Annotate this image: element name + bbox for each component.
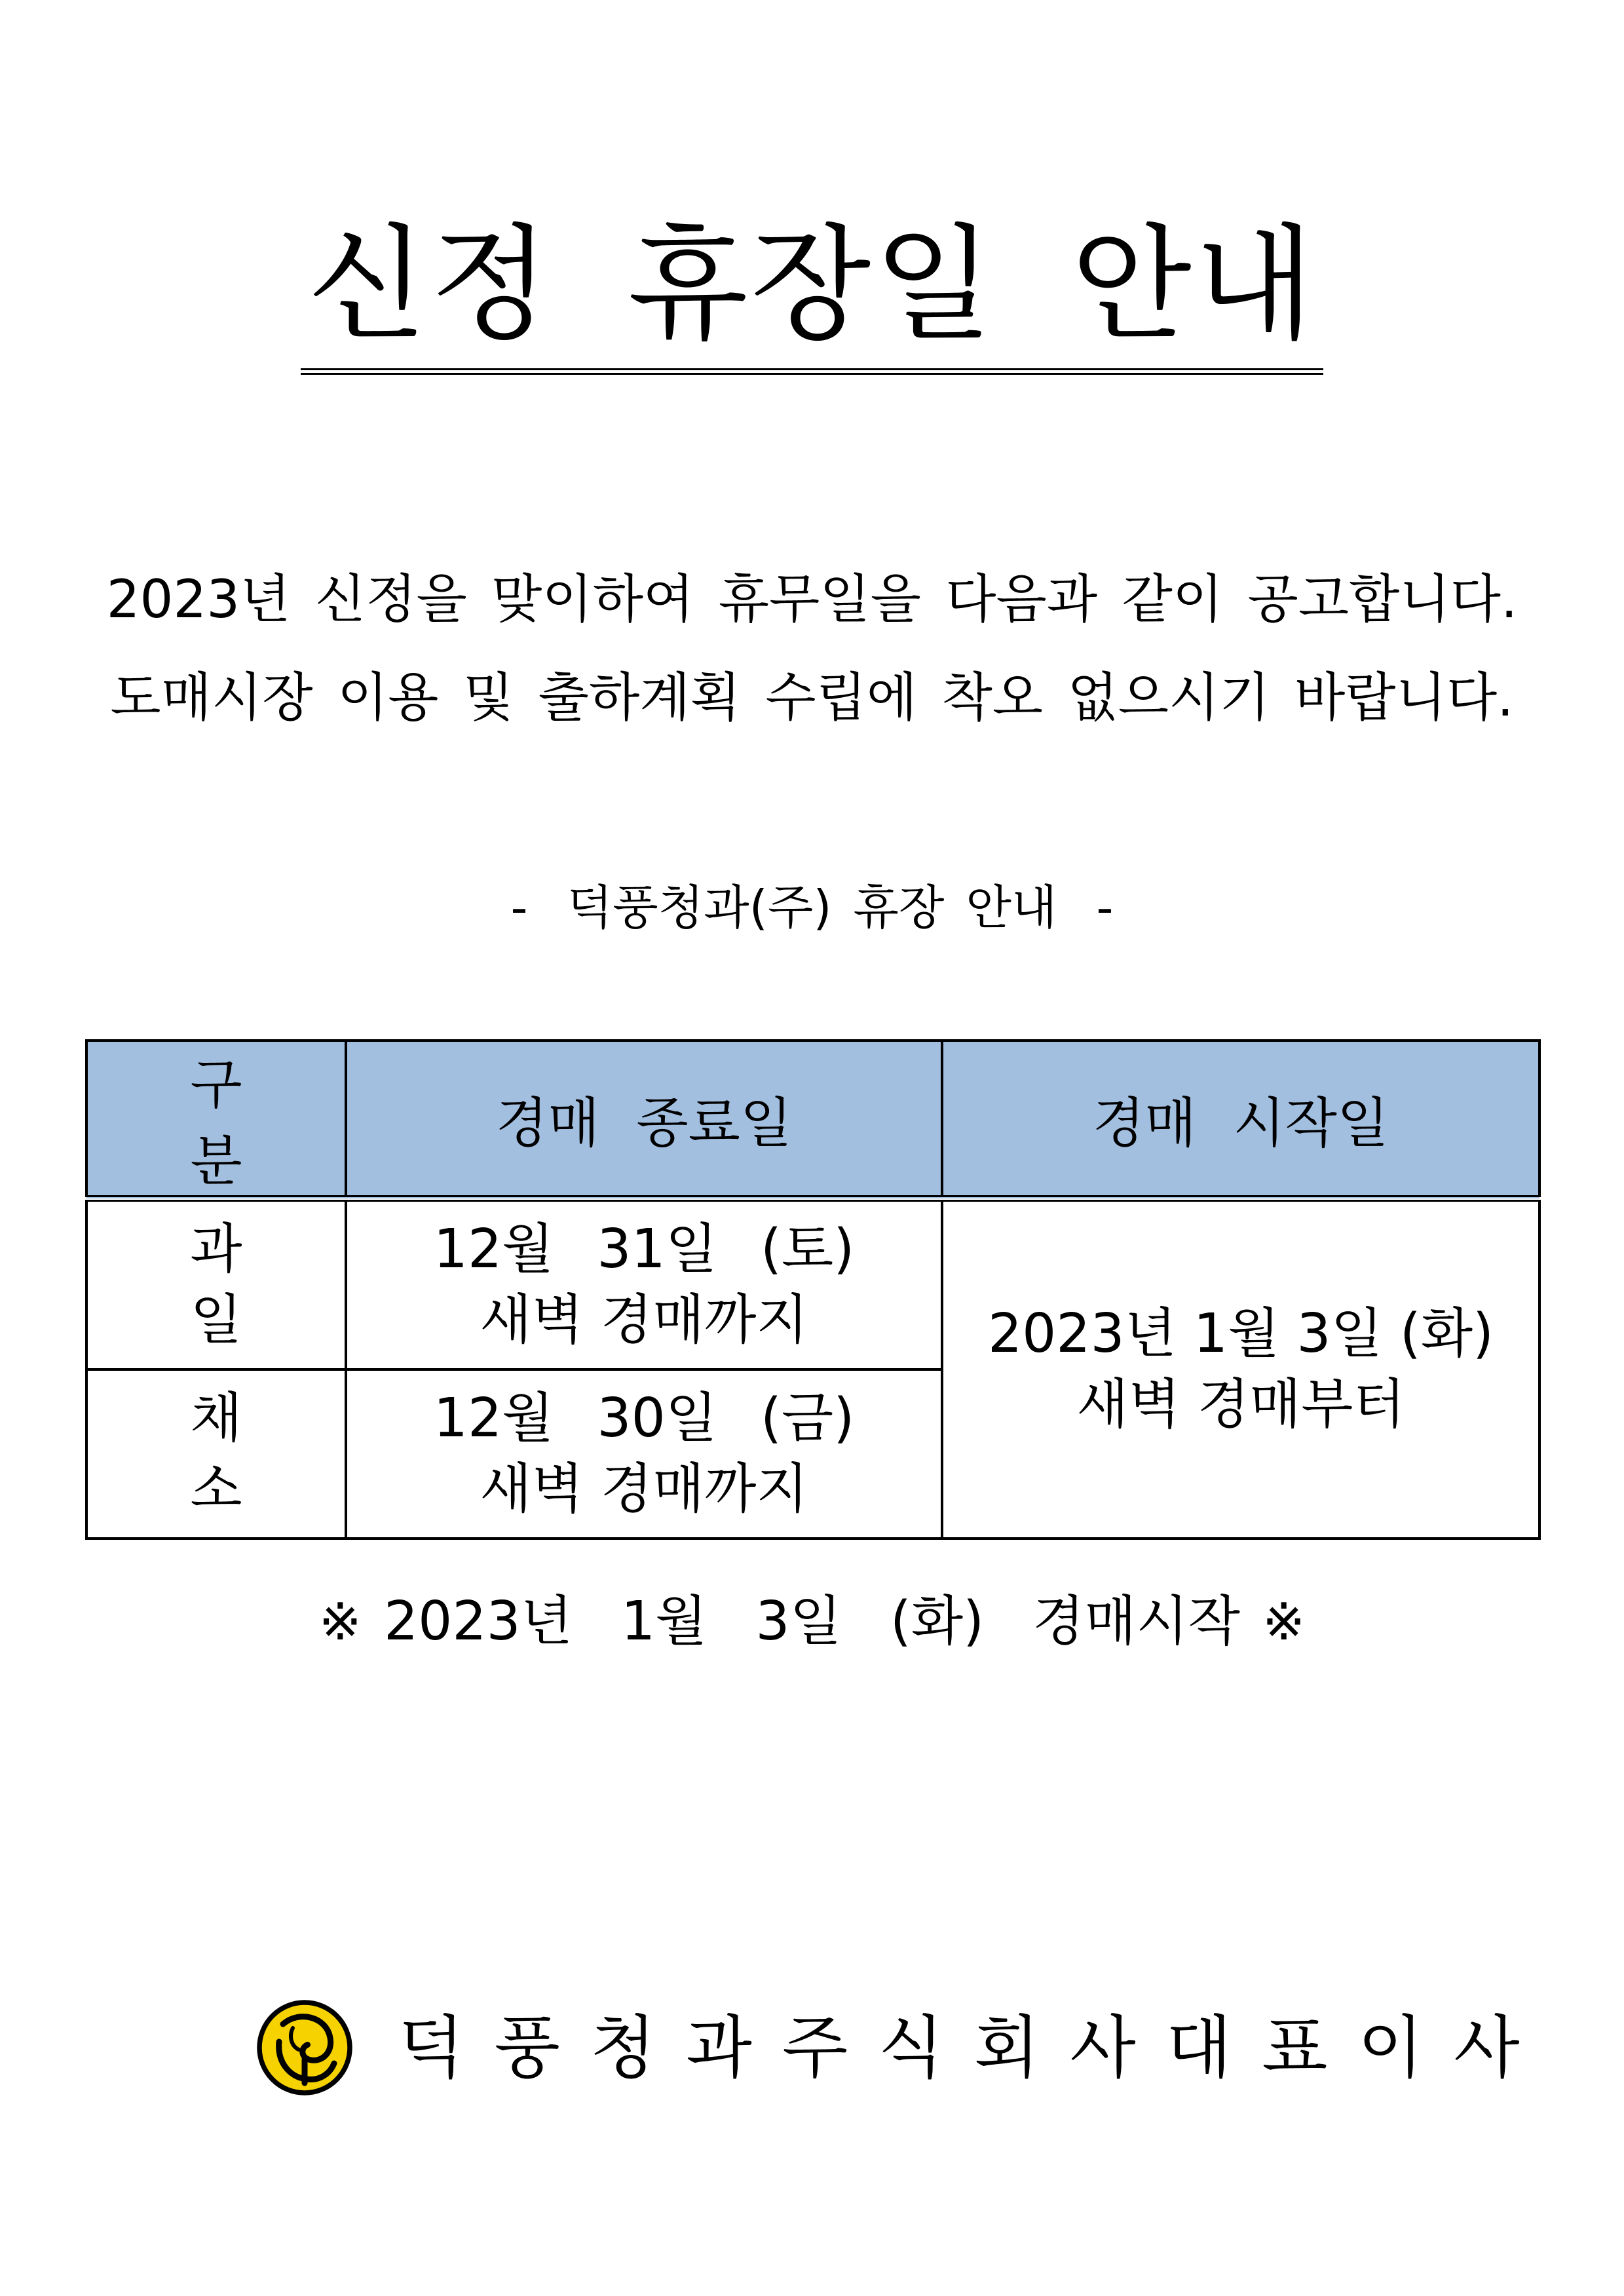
closure-schedule-table (85, 1039, 1541, 1540)
table-header-row (86, 1041, 1539, 1198)
intro-line-1: 2023년 신정을 맞이하여 휴무일을 다음과 같이 공고합니다. (106, 569, 1518, 630)
table-row (86, 1198, 1539, 1369)
header-end-date: 경매 종료일 (346, 1041, 942, 1198)
page-title: 신정 휴장일 안내 (301, 216, 1324, 375)
end-date-cell (346, 1198, 942, 1369)
intro-paragraph (0, 550, 1624, 747)
reference-mark-right: ※ (1262, 1593, 1306, 1652)
start-date: 2023년 1월 3일 (화) (987, 1303, 1494, 1365)
intro-line-2: 도매시장 이용 및 출하계획 수립에 착오 없으시기 바랍니다. (110, 667, 1514, 728)
header-start-date: 경매 시작일 (942, 1041, 1539, 1198)
auction-start-notice (0, 1586, 1624, 1658)
category-cell: 과 일 (86, 1198, 346, 1369)
start-note: 새벽 경매부터 (1076, 1373, 1405, 1436)
start-date-cell (942, 1198, 1539, 1539)
notice-text: 2023년 1월 3일 (화) 경매시작 (384, 1590, 1240, 1653)
subheading-dash-left: - (510, 880, 528, 935)
signature-text: 덕풍청과주식회사대표이사 (398, 2008, 1550, 2088)
end-note: 새벽 경매까지 (480, 1458, 808, 1520)
company-emblem-icon (255, 1999, 354, 2097)
title-wrap (0, 212, 1624, 375)
end-date: 12월 30일 (금) (433, 1387, 855, 1449)
subheading-dash-right: - (1096, 880, 1114, 935)
end-date-cell (346, 1369, 942, 1539)
end-note: 새벽 경매까지 (480, 1289, 808, 1351)
subheading (0, 875, 1624, 940)
header-category: 구 분 (86, 1041, 346, 1198)
end-date: 12월 31일 (토) (433, 1218, 855, 1280)
signature-block (255, 1992, 1550, 2103)
category-cell: 채 소 (86, 1369, 346, 1539)
subheading-text: 덕풍청과(주) 휴장 안내 (567, 880, 1057, 935)
reference-mark-left: ※ (318, 1593, 362, 1652)
